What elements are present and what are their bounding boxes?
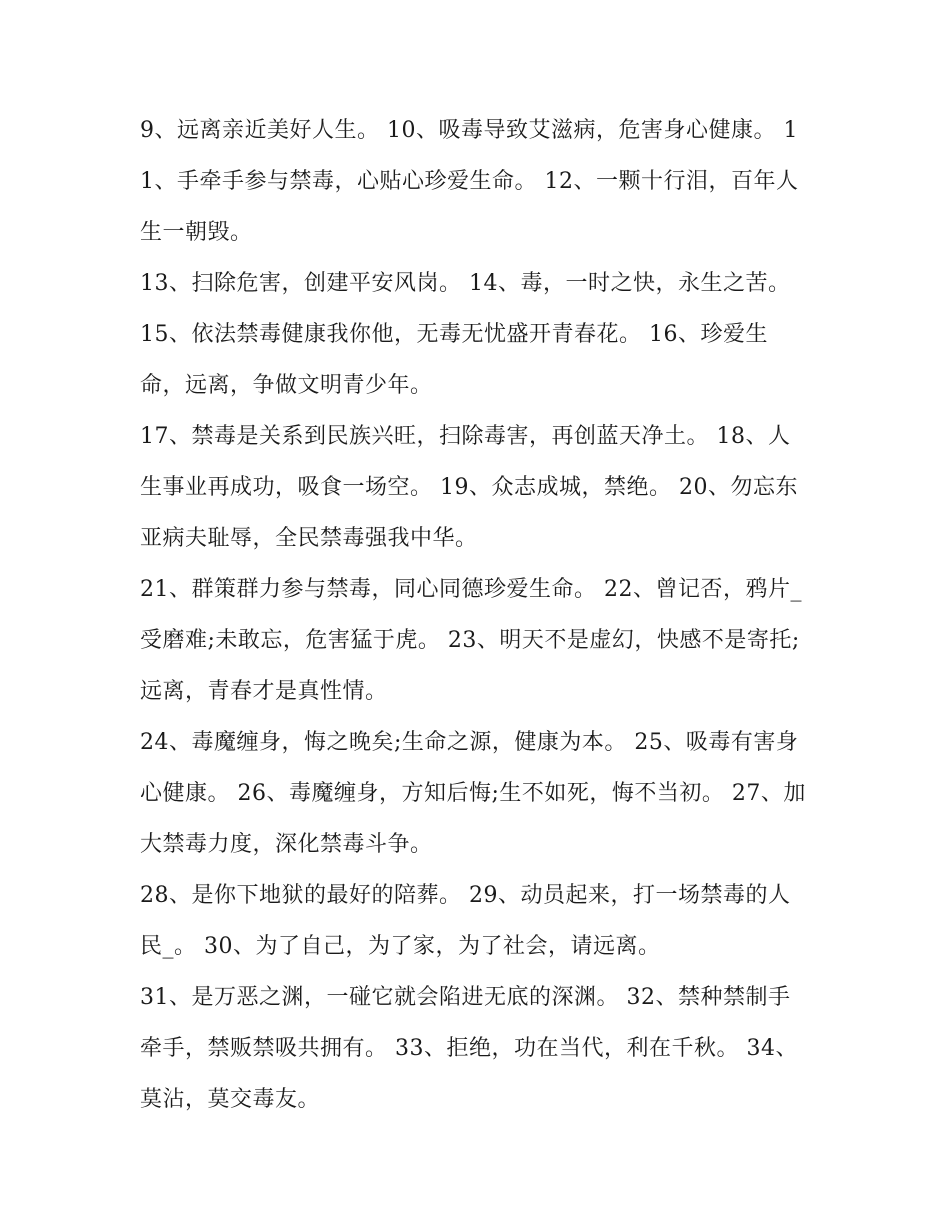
paragraph-slogans-28-30: 28、是你下地狱的最好的陪葬。 29、动员起来，打一场禁毒的人民_。 30、为了自己，为了家，为了社会，请远离。	[140, 883, 791, 959]
paragraph-slogans-9-12: 9、远离亲近美好人生。 10、吸毒导致艾滋病，危害身心健康。 11、手牵手参与禁毒，心贴心珍爱生命。 12、一颗十行泪，百年人生一朝毁。	[140, 118, 799, 245]
paragraph-slogans-24-27: 24、毒魔缠身，悔之晚矣;生命之源，健康为本。 25、吸毒有害身心健康。 26、毒魔缠身，方知后悔;生不如死，悔不当初。 27、加大禁毒力度，深化禁毒斗争。	[140, 730, 806, 857]
paragraph-slogans-17-20: 17、禁毒是关系到民族兴旺，扫除毒害，再创蓝天净土。 18、人生事业再成功，吸食一场空。 19、众志成城，禁绝。 20、勿忘东亚病夫耻辱，全民禁毒强我中华。	[140, 424, 798, 551]
paragraph-slogans-21-23: 21、群策群力参与禁毒，同心同德珍爱生命。 22、曾记否，鸦片_受磨难;未敢忘，危害猛于虎。 23、明天不是虚幻，快感不是寄托;远离，青春才是真性情。	[140, 577, 802, 704]
paragraph-slogans-13-16: 13、扫除危害，创建平安风岗。 14、毒，一时之快，永生之苦。 15、依法禁毒健康我你他，无毒无忧盛开青春花。 16、珍爱生命，远离，争做文明青少年。	[140, 271, 791, 398]
paragraph-slogans-31-34: 31、是万恶之渊，一碰它就会陷进无底的深渊。 32、禁种禁制手牵手，禁贩禁吸共拥有。 33、拒绝，功在当代，利在千秋。 34、莫沾，莫交毒友。	[140, 985, 798, 1112]
document-body	[140, 105, 812, 1125]
